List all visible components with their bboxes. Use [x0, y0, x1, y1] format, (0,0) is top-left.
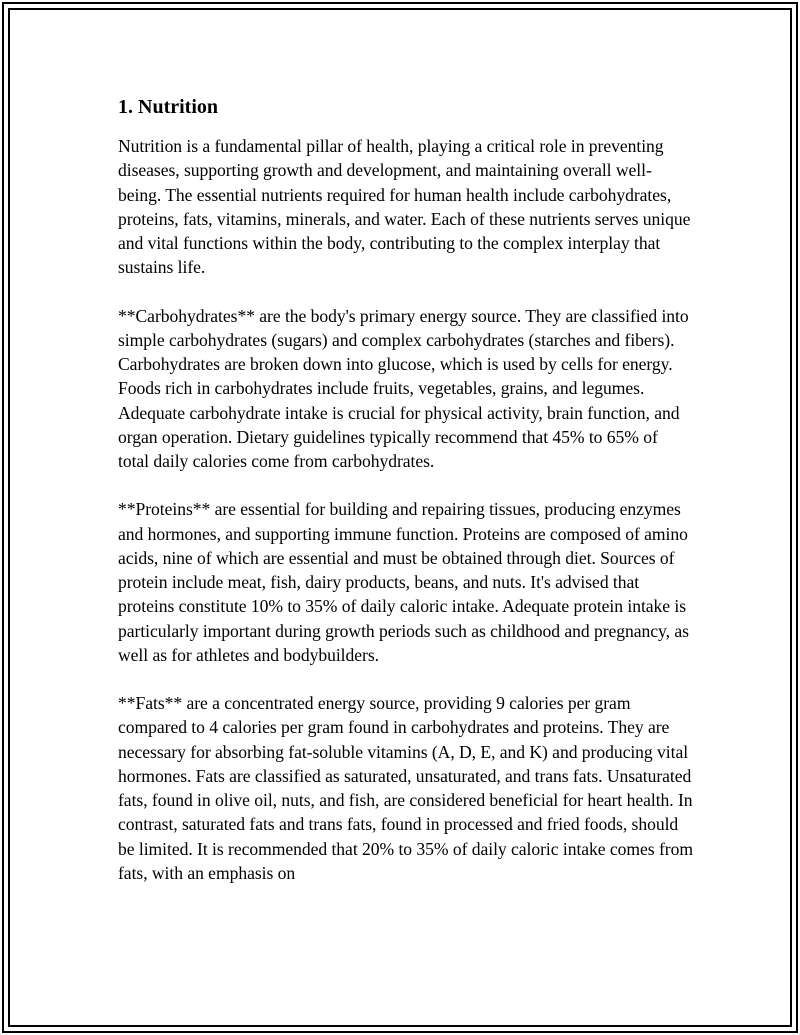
- paragraph-carbohydrates: **Carbohydrates** are the body's primary energy source. They are classified into simple carbohydrates (sugars) and complex carbohydrates (starches and fibers). Carbohydrates are broken down into glucose, which is used by cells for energy. Foods rich in carbohydrates include fruits, vegetables, grains, and legumes. Adequate carbohydrate intake is crucial for physical activity, brain function, and organ operation. Dietary guidelines typically recommend that 45% to 65% of total daily calories come from carbohydrates.: [118, 305, 689, 471]
- document-page: [118, 96, 693, 909]
- section-heading: 1. Nutrition: [118, 96, 218, 118]
- paragraph-intro: Nutrition is a fundamental pillar of health, playing a critical role in preventing diseases, supporting growth and development, and maintaining overall well-being. The essential nutrients required for human health include carbohydrates, proteins, fats, vitamins, minerals, and water. Each of these nutrients serves unique and vital functions within the body, contributing to the complex interplay that sustains life.: [118, 136, 691, 278]
- paragraph-proteins: **Proteins** are essential for building and repairing tissues, producing enzymes and hormones, and supporting immune function. Proteins are composed of amino acids, nine of which are essential and must be obtained through diet. Sources of protein include meat, fish, dairy products, beans, and nuts. It's advised that proteins constitute 10% to 35% of daily caloric intake. Adequate protein intake is particularly important during growth periods such as childhood and pregnancy, as well as for athletes and bodybuilders.: [118, 499, 689, 665]
- paragraph-fats: **Fats** are a concentrated energy source, providing 9 calories per gram compared to 4 calories per gram found in carbohydrates and proteins. They are necessary for absorbing fat-soluble vitamins (A, D, E, and K) and producing vital hormones. Fats are classified as saturated, unsaturated, and trans fats. Unsaturated fats, found in olive oil, nuts, and fish, are considered beneficial for heart health. In contrast, saturated fats and trans fats, found in processed and fried foods, should be limited. It is recommended that 20% to 35% of daily caloric intake comes from fats, with an emphasis on: [118, 693, 693, 883]
